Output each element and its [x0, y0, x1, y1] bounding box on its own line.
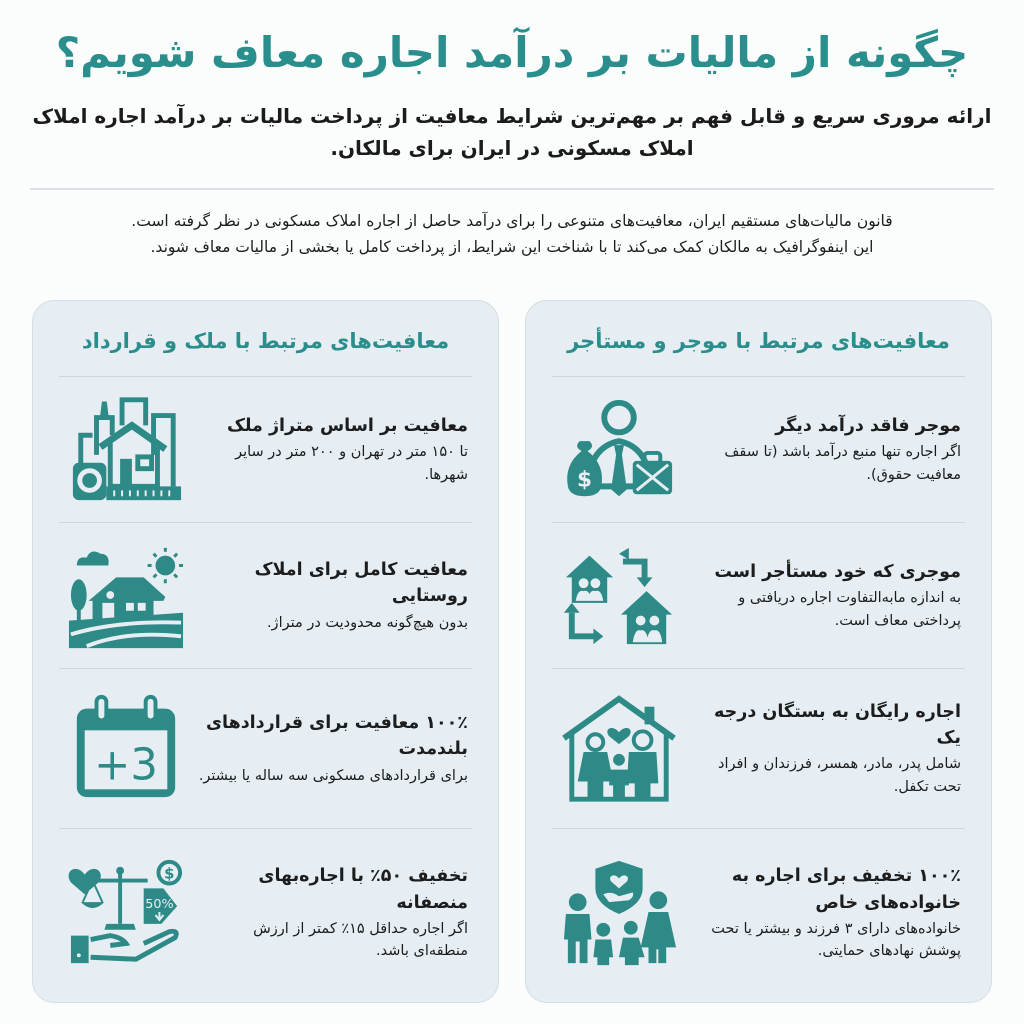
list-item-landlord-no-income — [552, 377, 965, 523]
item-title: معافیت کامل برای املاک روستایی — [254, 560, 468, 607]
rural-house-icon — [63, 538, 188, 653]
list-item-area-based — [59, 377, 472, 523]
item-title: معافیت بر اساس متراژ ملک — [226, 415, 468, 436]
page-subtitle: ارائه مروری سریع و قابل فهم بر مهم‌ترین شرایط معافیت از پرداخت مالیات بر درآمد اجاره املاک املاک مسکونی در ایران برای مالکان. — [32, 104, 992, 160]
fair-rent-scale-icon — [63, 856, 188, 971]
item-title: ۱۰۰٪ تخفیف برای اجاره به خانواده‌های خاص — [731, 866, 961, 913]
item-desc: به اندازه مابه‌التفاوت اجاره دریافتی و پرداختی معاف است. — [738, 590, 961, 629]
item-title: تخفیف ۵۰٪ با اجاره‌بهای منصفانه — [258, 866, 468, 913]
intro-text — [20, 208, 1004, 261]
house-exchange-icon — [556, 538, 681, 653]
intro-line-2: این اینفوگرافیک به مالکان کمک می‌کند تا با شناخت این شرایط، از پرداخت کامل یا بخشی از مالیات معاف شوند. — [150, 238, 874, 257]
item-desc: اگر اجاره تنها منبع درآمد باشد (تا سقف معافیت حقوق). — [724, 444, 961, 483]
panel-property-contract — [32, 300, 499, 1003]
item-desc: شامل پدر، مادر، همسر، فرزندان و افراد تحت تکفل. — [718, 756, 961, 795]
intro-line-1: قانون مالیات‌های مستقیم ایران، معافیت‌های متنوعی را برای درآمد حاصل از اجاره املاک مسکونی در نظر گرفته است. — [131, 212, 893, 230]
item-title: ۱۰۰٪ معافیت برای قراردادهای بلندمدت — [205, 713, 468, 760]
svg-text:$: $ — [163, 865, 174, 883]
item-desc: خانواده‌های دارای ۳ فرزند و بیشتر یا تحت پوشش نهادهای حمایتی. — [711, 920, 961, 960]
panel-title: معافیت‌های مرتبط با موجر و مستأجر — [552, 301, 965, 377]
list-item-long-term — [59, 669, 472, 829]
list-item-special-families — [552, 829, 965, 997]
svg-text:$: $ — [576, 466, 592, 492]
city-house-measure-icon — [63, 392, 188, 507]
list-item-free-rent-relatives — [552, 669, 965, 829]
panel-title: معافیت‌های مرتبط با ملک و قرارداد — [59, 301, 472, 377]
list-item-fair-rent — [59, 829, 472, 997]
header-divider — [30, 188, 994, 190]
panel-landlord-tenant — [525, 300, 992, 1003]
list-item-rural — [59, 523, 472, 669]
item-title: موجر فاقد درآمد دیگر — [775, 415, 961, 436]
svg-text:3+: 3+ — [93, 739, 158, 790]
page-title: چگونه از مالیات بر درآمد اجاره معاف شویم؟ — [55, 28, 969, 77]
item-title: موجری که خود مستأجر است — [714, 561, 961, 582]
item-desc: برای قراردادهای مسکونی سه ساله یا بیشتر. — [198, 767, 468, 784]
svg-text:50%: 50% — [144, 897, 174, 913]
item-desc: تا ۱۵۰ متر در تهران و ۲۰۰ متر در سایر شهرها. — [235, 444, 468, 483]
list-item-landlord-tenant — [552, 523, 965, 669]
item-desc: اگر اجاره حداقل ۱۵٪ کمتر از ارزش منطقه‌ای باشد. — [253, 920, 468, 960]
family-house-icon — [556, 691, 681, 806]
item-title: اجاره رایگان به بستگان درجه یک — [714, 701, 961, 749]
item-desc: بدون هیچ‌گونه محدودیت در متراژ. — [266, 614, 468, 631]
protected-family-icon — [556, 856, 681, 971]
landlord-money-icon — [556, 392, 681, 507]
calendar-3plus-icon — [63, 691, 188, 806]
